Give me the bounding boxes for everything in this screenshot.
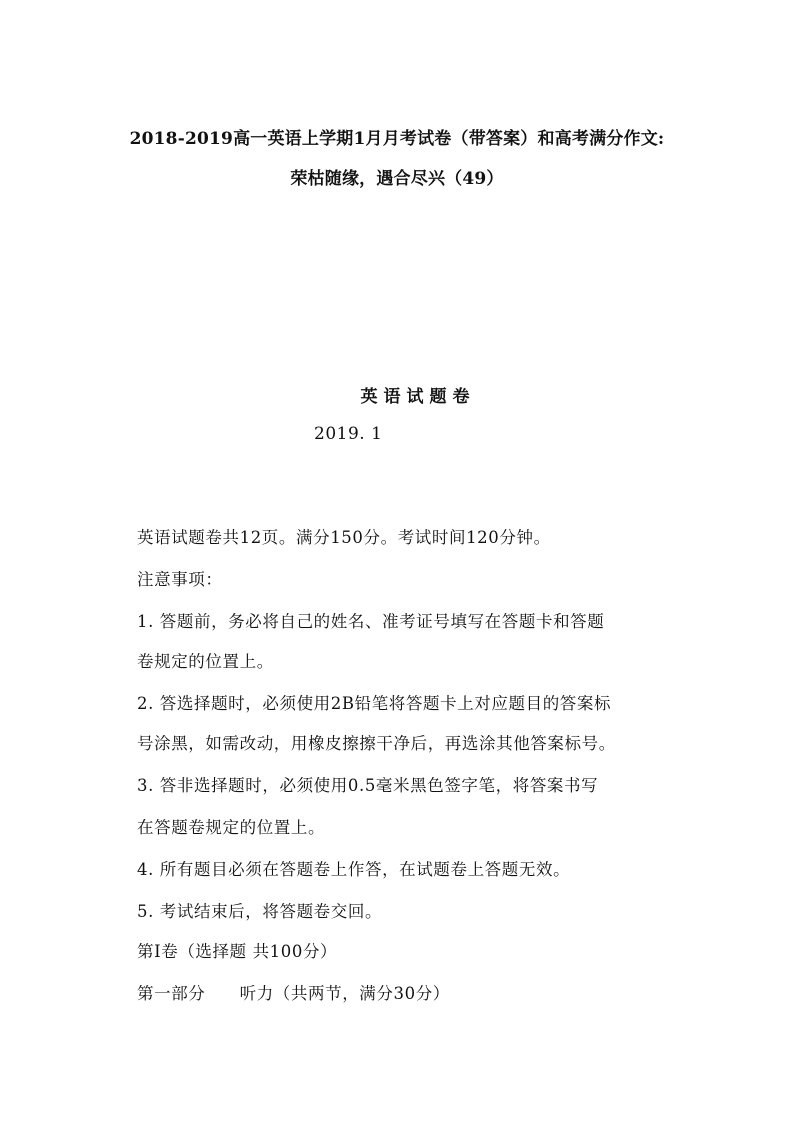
document-title-line-1: 2018-2019高一英语上学期1月月考试卷（带答案）和高考满分作文: [129, 129, 665, 149]
section-volume-1: 第Ⅰ卷（选择题 共100分） [137, 942, 338, 961]
notice-item-4: 4. 所有题目必须在答题卷上作答，在试题卷上答题无效。 [137, 860, 571, 879]
document-title-line-2: 荣枯随缘，遇合尽兴（49） [290, 169, 504, 189]
notice-item-3-cont: 在答题卷规定的位置上。 [137, 818, 326, 837]
notice-item-3: 3. 答非选择题时，必须使用0.5毫米黑色签字笔，将答案书写 [137, 776, 599, 795]
exam-heading: 英语试题卷 [360, 387, 476, 407]
exam-info-line: 英语试题卷共12页。满分150分。考试时间120分钟。 [137, 528, 551, 547]
notice-heading: 注意事项： [137, 570, 223, 589]
exam-date: 2019. 1 [314, 424, 383, 444]
section-part-1-listening: 第一部分 听力（共两节，满分30分） [137, 984, 450, 1003]
notice-item-2-cont: 号涂黑，如需改动，用橡皮擦擦干净后，再选涂其他答案标号。 [137, 734, 616, 753]
notice-item-1-cont: 卷规定的位置上。 [137, 652, 274, 671]
notice-item-2: 2. 答选择题时，必须使用2B铅笔将答题卡上对应题目的答案标 [137, 694, 612, 713]
notice-item-5: 5. 考试结束后，将答题卷交回。 [137, 902, 383, 921]
notice-item-1: 1. 答题前，务必将自己的姓名、准考证号填写在答题卡和答题 [137, 612, 605, 631]
